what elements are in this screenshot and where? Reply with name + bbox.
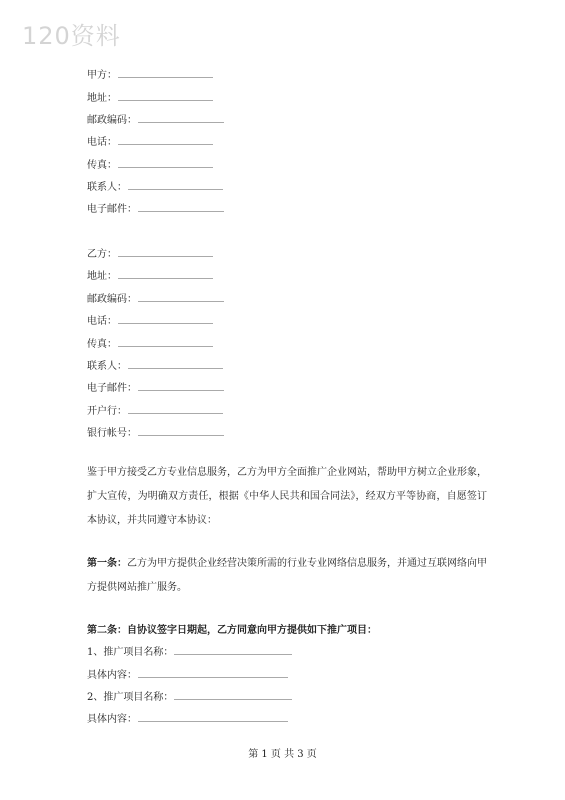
article-1-text: 乙方为甲方提供企业经营决策所需的行业专业网络信息服务，并通过互联网络向甲方提供网站推广服务。 [87, 558, 487, 593]
blank-line [174, 645, 292, 655]
field-label: 具体内容： [87, 670, 137, 681]
article-2-heading: 第二条：自协议签字日期起，乙方同意向甲方提供如下推广项目： [87, 625, 377, 636]
party-a-contact-field [87, 180, 223, 194]
blank-line [138, 292, 224, 302]
field-label: 甲方： [87, 70, 117, 81]
party-b-postcode-field [87, 292, 224, 306]
party-b-account-field [87, 426, 224, 440]
blank-line [118, 314, 213, 324]
party-b-address-field [87, 269, 213, 283]
article-1-heading: 第一条： [87, 558, 127, 569]
blank-line [118, 68, 213, 78]
field-label: 具体内容： [87, 714, 137, 725]
item-2-content-field [87, 712, 288, 726]
party-a-postcode-field [87, 113, 224, 127]
field-label: 联系人： [87, 361, 127, 372]
field-label: 地址： [87, 93, 117, 104]
item-1-name-field [87, 645, 292, 659]
field-label: 地址： [87, 271, 117, 282]
blank-line [118, 269, 213, 279]
party-b-email-field [87, 381, 224, 395]
field-label: 联系人： [87, 182, 127, 193]
blank-line [128, 359, 223, 369]
blank-line [118, 91, 213, 101]
field-label: 电话： [87, 316, 117, 327]
article-1-paragraph [87, 552, 487, 600]
field-label: 电话： [87, 137, 117, 148]
preamble-paragraph: 鉴于甲方接受乙方专业信息服务，乙方为甲方全面推广企业网站，帮助甲方树立企业形象，扩大宣传，为明确双方责任，根据《中华人民共和国合同法》，经双方平等协商，自愿签订本协议，并共同遵守本协议： [87, 467, 487, 526]
party-a-email-field [87, 202, 224, 216]
field-label: 传真： [87, 339, 117, 350]
blank-line [138, 668, 288, 678]
blank-line [118, 337, 213, 347]
field-label: 2、推广项目名称： [87, 692, 174, 703]
party-a-address-field [87, 91, 213, 105]
blank-line [138, 113, 224, 123]
item-1-content-field [87, 668, 288, 682]
blank-line [138, 202, 224, 212]
blank-line [118, 158, 213, 168]
field-label: 1、推广项目名称： [87, 647, 174, 658]
item-2-name-field [87, 690, 292, 704]
party-a-fax-field [87, 158, 213, 172]
field-label: 电子邮件： [87, 383, 137, 394]
party-b-fax-field [87, 337, 213, 351]
field-label: 乙方： [87, 249, 117, 260]
field-label: 银行帐号： [87, 428, 137, 439]
blank-line [138, 426, 224, 436]
party-b-phone-field [87, 314, 213, 328]
party-b-name-field [87, 247, 213, 261]
blank-line [118, 135, 213, 145]
page-number: 第 1 页 共 3 页 [248, 749, 317, 760]
party-a-name-field [87, 68, 213, 82]
party-b-bank-field [87, 404, 223, 418]
watermark-logo: 120资料 [22, 22, 121, 50]
blank-line [118, 247, 213, 257]
blank-line [128, 180, 223, 190]
field-label: 邮政编码： [87, 294, 137, 305]
blank-line [138, 712, 288, 722]
blank-line [138, 381, 224, 391]
field-label: 传真： [87, 160, 117, 171]
party-a-phone-field [87, 135, 213, 149]
blank-line [174, 690, 292, 700]
party-b-contact-field [87, 359, 223, 373]
blank-line [128, 404, 223, 414]
field-label: 邮政编码： [87, 115, 137, 126]
field-label: 电子邮件： [87, 204, 137, 215]
field-label: 开户行： [87, 406, 127, 417]
